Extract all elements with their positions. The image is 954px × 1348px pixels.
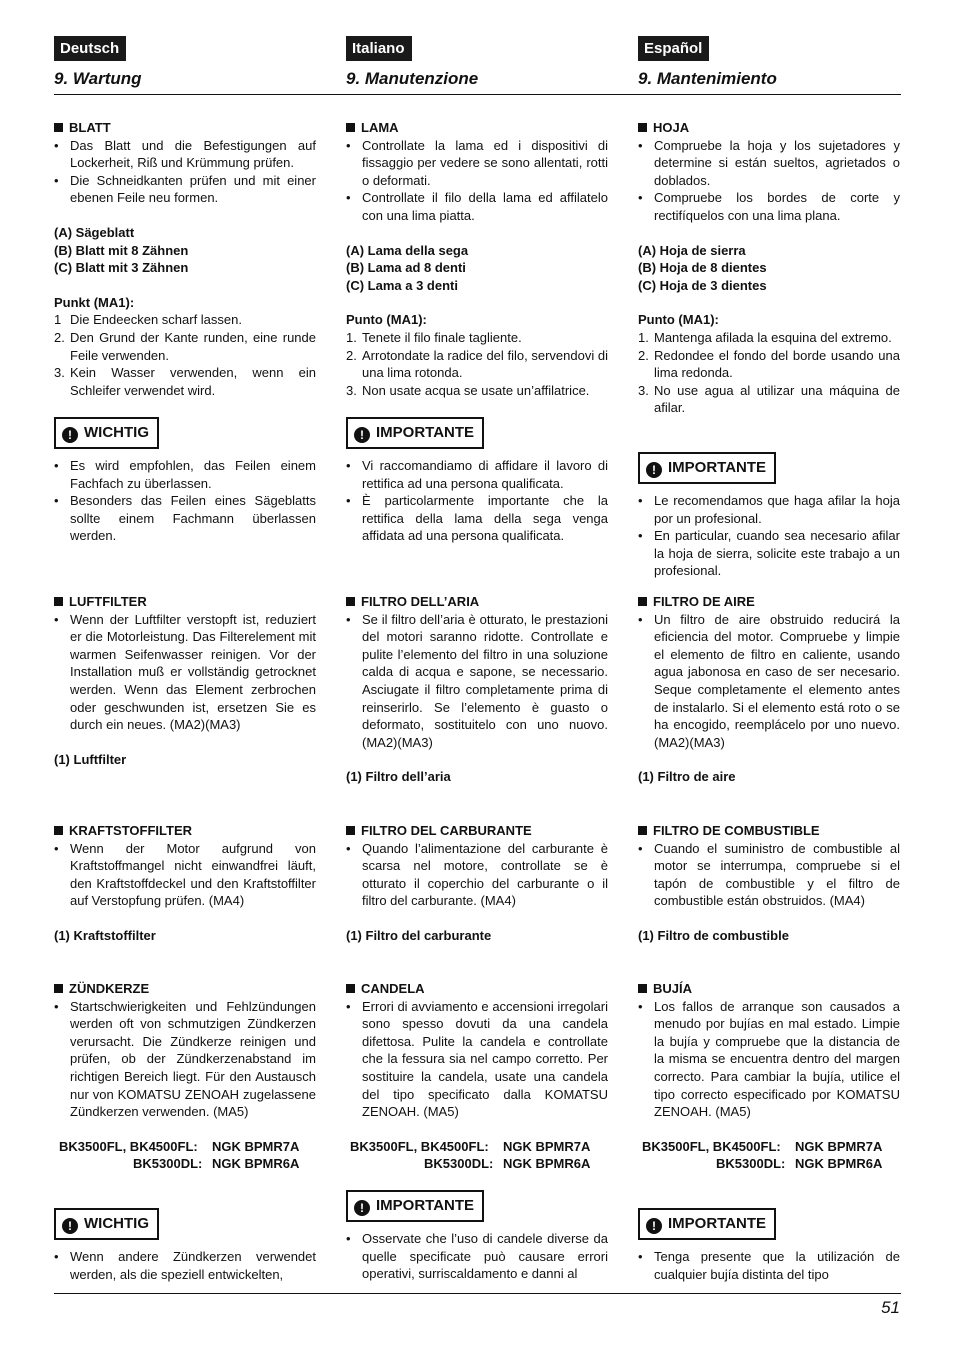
square-bullet-icon <box>638 597 647 606</box>
bullet-item: • Tenga presente que la utilización de cualquier bujía distinta del tipo <box>638 1248 900 1283</box>
section-header: FILTRO DE COMBUSTIBLE <box>638 822 900 840</box>
figure-caption: (1) Filtro de combustible <box>638 927 789 943</box>
warning-spark-plug <box>346 1190 608 1283</box>
section-fuel-filter <box>638 822 900 945</box>
figure-caption: (1) Filtro de aire <box>638 769 736 785</box>
section-header: ZÜNDKERZE <box>54 980 316 998</box>
section-blade <box>54 119 316 399</box>
bullet-item: • Die Schneidkanten prüfen und mit einer ebenen Feile neu formen. <box>54 172 316 207</box>
section-header: LUFTFILTER <box>54 593 316 611</box>
exclamation-icon: ! <box>646 1218 662 1234</box>
spark-plug-spec: BK3500FL, BK4500FL: NGK BPMR7A BK5300DL: NGK BPMR6A <box>642 1138 883 1172</box>
language-tab: Italiano <box>346 36 412 61</box>
chapter-title: 9. Mantenimiento <box>638 69 777 88</box>
footer-rule <box>54 1293 901 1294</box>
exclamation-icon: ! <box>354 1200 370 1216</box>
bullet-item: • Un filtro de aire obstruido reducirá la eficiencia del motor. Compruebe y limpie el elemento de filtro en caliente, usando agua jabonosa en caso de ser necesario. Seque completamente el elemento antes de instalarlo. Si el elemento está roto o se ha encogido, reemplácelo por uno nuevo. (MA2)(MA3) <box>638 611 900 752</box>
language-tab: Español <box>638 36 709 61</box>
warning-box: ! IMPORTANTE <box>346 417 484 449</box>
bullet-item: • Se il filtro dell’aria è otturato, le prestazioni del motori saranno ridotte. Controllate e pulite l’elemento del filtro in una soluzione calda di acqua e sapone, se necessario. Asciugate il filtro completamente prima di reinserirlo. Se l’elemento è guasto o deformato, sostituitelo con uno nuovo. (MA2)(MA3) <box>346 611 608 752</box>
bullet-item: • Besonders das Feilen eines Sägeblatts sollte einem Fachmann überlassen werden. <box>54 492 316 545</box>
section-blade <box>346 119 608 399</box>
section-fuel-filter <box>346 822 608 945</box>
warning-blade <box>346 417 608 545</box>
section-header: CANDELA <box>346 980 608 998</box>
numbered-item: 1. Tenete il filo finale tagliente. <box>346 329 522 345</box>
figure-caption: (1) Kraftstoffilter <box>54 927 156 943</box>
legend-item: (A) Lama della sega <box>346 242 469 258</box>
numbered-item: 2. Redondee el fondo del borde usando una lima redonda. <box>638 347 900 381</box>
square-bullet-icon <box>346 826 355 835</box>
column-deutsch <box>54 36 316 1282</box>
exclamation-icon: ! <box>354 427 370 443</box>
section-spark-plug <box>346 980 608 1174</box>
section-spark-plug <box>638 980 900 1174</box>
numbered-item: 1 Die Endeecken scharf lassen. <box>54 312 242 328</box>
bullet-item: • Los fallos de arranque son causados a menudo por bujías en mal estado. Limpie la bujía y compruebe que la distancia de la misma se encuentra dentro del margen correcto. Para cambiar la bujía, utilice el tipo correcto especificado por KOMATSU ZENOAH. (MA5) <box>638 998 900 1121</box>
point-label: Punto (MA1): <box>346 312 427 328</box>
square-bullet-icon <box>346 984 355 993</box>
legend-item: (C) Hoja de 3 dientes <box>638 277 767 293</box>
warning-box: ! IMPORTANTE <box>346 1190 484 1222</box>
point-label: Punto (MA1): <box>638 312 719 328</box>
square-bullet-icon <box>54 826 63 835</box>
page-number: 51 <box>881 1298 900 1317</box>
section-header: BUJÍA <box>638 980 900 998</box>
legend-item: (C) Blatt mit 3 Zähnen <box>54 260 189 276</box>
bullet-item: • Vi raccomandiamo di affidare il lavoro di rettifica ad una persona qualificata. <box>346 457 608 492</box>
spark-plug-spec: BK3500FL, BK4500FL: NGK BPMR7A BK5300DL: NGK BPMR6A <box>350 1138 591 1172</box>
section-header: FILTRO DELL’ARIA <box>346 593 608 611</box>
numbered-item: 3. Kein Wasser verwenden, wenn ein Schleifer verwendet wird. <box>54 365 316 398</box>
column-espanol <box>638 36 900 1282</box>
section-air-filter <box>346 593 608 786</box>
bullet-item: • Wenn der Luftfilter verstopft ist, reduziert er die Motorleistung. Das Filterelement mit warmen Seifenwasser reinigen. Vor der Installation muß er vollständig getrocknet werden. Wenn das Element zerbrochen oder geschwunden ist, ersetzen Sie es durch ein neues. (MA2)(MA3) <box>54 611 316 734</box>
chapter-title: 9. Wartung <box>54 69 142 88</box>
square-bullet-icon <box>638 123 647 132</box>
point-label: Punkt (MA1): <box>54 294 135 310</box>
bullet-item: • Compruebe los bordes de corte y rectifíquelos con una lima plana. <box>638 189 900 224</box>
warning-blade <box>54 417 316 545</box>
square-bullet-icon <box>54 597 63 606</box>
bullet-item: • Es wird empfohlen, das Feilen einem Fachfach zu überlassen. <box>54 457 316 492</box>
header-rule <box>54 94 901 95</box>
warning-box: ! IMPORTANTE <box>638 452 776 484</box>
legend-item: (B) Lama ad 8 denti <box>346 260 466 276</box>
section-header: BLATT <box>54 119 316 137</box>
section-blade <box>638 119 900 417</box>
section-air-filter <box>54 593 316 768</box>
bullet-item: • En particular, cuando sea necesario afilar la hoja de sierra, solicite este trabajo a un profesional. <box>638 527 900 580</box>
legend-item: (C) Lama a 3 denti <box>346 277 458 293</box>
bullet-item: • Startschwierigkeiten und Fehlzündungen werden oft von schmutzigen Zündkerzen verursacht. Die Zündkerze reinigen und prüfen, ob der Zündkerzenabstand im richtigen Bereich liegt. Für den Austausch nur von KOMATSU ZENOAH zugelassene Zündkerzen verwenden. (MA5) <box>54 998 316 1121</box>
bullet-item: • Osservate che l’uso di candele diverse da quelle specificate può causare errori operativi, surriscaldamento e danni al <box>346 1230 608 1283</box>
warning-box: ! IMPORTANTE <box>638 1208 776 1240</box>
warning-spark-plug <box>638 1208 900 1283</box>
bullet-item: • Errori di avviamento e accensioni irregolari sono spesso dovuti da una candela difettosa. Pulite la candela e controllate che la fessura sia nel campo corretto. Per sostituire la candela, usate una candela del tipo specificato dalla KOMATSU ZENOAH. (MA5) <box>346 998 608 1121</box>
bullet-item: • Wenn andere Zündkerzen verwendet werden, als die speziell entwickelten, <box>54 1248 316 1283</box>
spark-plug-spec: BK3500FL, BK4500FL: NGK BPMR7A BK5300DL: NGK BPMR6A <box>59 1138 300 1172</box>
figure-caption: (1) Filtro dell’aria <box>346 769 451 785</box>
square-bullet-icon <box>346 123 355 132</box>
legend-item: (B) Blatt mit 8 Zähnen <box>54 242 189 258</box>
numbered-item: 2. Den Grund der Kante runden, eine runde Feile verwenden. <box>54 329 316 363</box>
section-header: FILTRO DEL CARBURANTE <box>346 822 608 840</box>
warning-box: ! WICHTIG <box>54 417 159 449</box>
section-air-filter <box>638 593 900 786</box>
warning-blade <box>638 452 900 580</box>
square-bullet-icon <box>638 826 647 835</box>
exclamation-icon: ! <box>62 1218 78 1234</box>
section-spark-plug <box>54 980 316 1174</box>
bullet-item: • Das Blatt und die Befestigungen auf Lockerheit, Riß und Krümmung prüfen. <box>54 137 316 172</box>
bullet-item: • È particolarmente importante che la rettifica della lama della sega venga affidata ad una persona qualificata. <box>346 492 608 545</box>
numbered-item: 3. Non usate acqua se usate un’affilatrice. <box>346 382 590 398</box>
warning-spark-plug <box>54 1208 316 1283</box>
square-bullet-icon <box>54 123 63 132</box>
section-fuel-filter <box>54 822 316 945</box>
bullet-item: • Quando l’alimentazione del carburante è scarsa nel motore, controllate se è otturato il coperchio del carburante o il filtro del carburante. (MA4) <box>346 840 608 910</box>
chapter-title: 9. Manutenzione <box>346 69 479 88</box>
bullet-item: • Controllate la lama ed i dispositivi di fissaggio per vedere se sono allentati, rotti o deformati. <box>346 137 608 190</box>
section-header: HOJA <box>638 119 900 137</box>
square-bullet-icon <box>346 597 355 606</box>
legend-item: (A) Hoja de sierra <box>638 242 746 258</box>
figure-caption: (1) Luftfilter <box>54 751 127 767</box>
square-bullet-icon <box>638 984 647 993</box>
numbered-item: 3. No use agua al utilizar una máquina de afilar. <box>638 382 900 416</box>
section-header: FILTRO DE AIRE <box>638 593 900 611</box>
warning-box: ! WICHTIG <box>54 1208 159 1240</box>
exclamation-icon: ! <box>646 462 662 478</box>
numbered-item: 1. Mantenga afilada la esquina del extremo. <box>638 329 892 345</box>
square-bullet-icon <box>54 984 63 993</box>
bullet-item: • Wenn der Motor aufgrund von Kraftstoffmangel nicht einwandfrei läuft, den Kraftstoffdeckel und den Kraftstoffilter auf Verstopfung prüfen. (MA4) <box>54 840 316 910</box>
figure-caption: (1) Filtro del carburante <box>346 927 492 943</box>
bullet-item: • Compruebe la hoja y los sujetadores y determine si están sueltos, agrietados o doblados. <box>638 137 900 190</box>
section-header: LAMA <box>346 119 608 137</box>
language-tab: Deutsch <box>54 36 126 61</box>
column-italiano <box>346 36 608 1282</box>
legend-item: (A) Sägeblatt <box>54 224 135 240</box>
section-header: KRAFTSTOFFILTER <box>54 822 316 840</box>
legend-item: (B) Hoja de 8 dientes <box>638 260 767 276</box>
exclamation-icon: ! <box>62 427 78 443</box>
bullet-item: • Le recomendamos que haga afilar la hoja por un profesional. <box>638 492 900 527</box>
bullet-item: • Controllate il filo della lama ed affilatelo con una lima piatta. <box>346 189 608 224</box>
numbered-item: 2. Arrotondate la radice del filo, servendovi di una lima rotonda. <box>346 347 608 381</box>
bullet-item: • Cuando el suministro de combustible al motor se interrumpa, compruebe si el tapón de combustible y el filtro de combustible están obstruidos. (MA4) <box>638 840 900 910</box>
